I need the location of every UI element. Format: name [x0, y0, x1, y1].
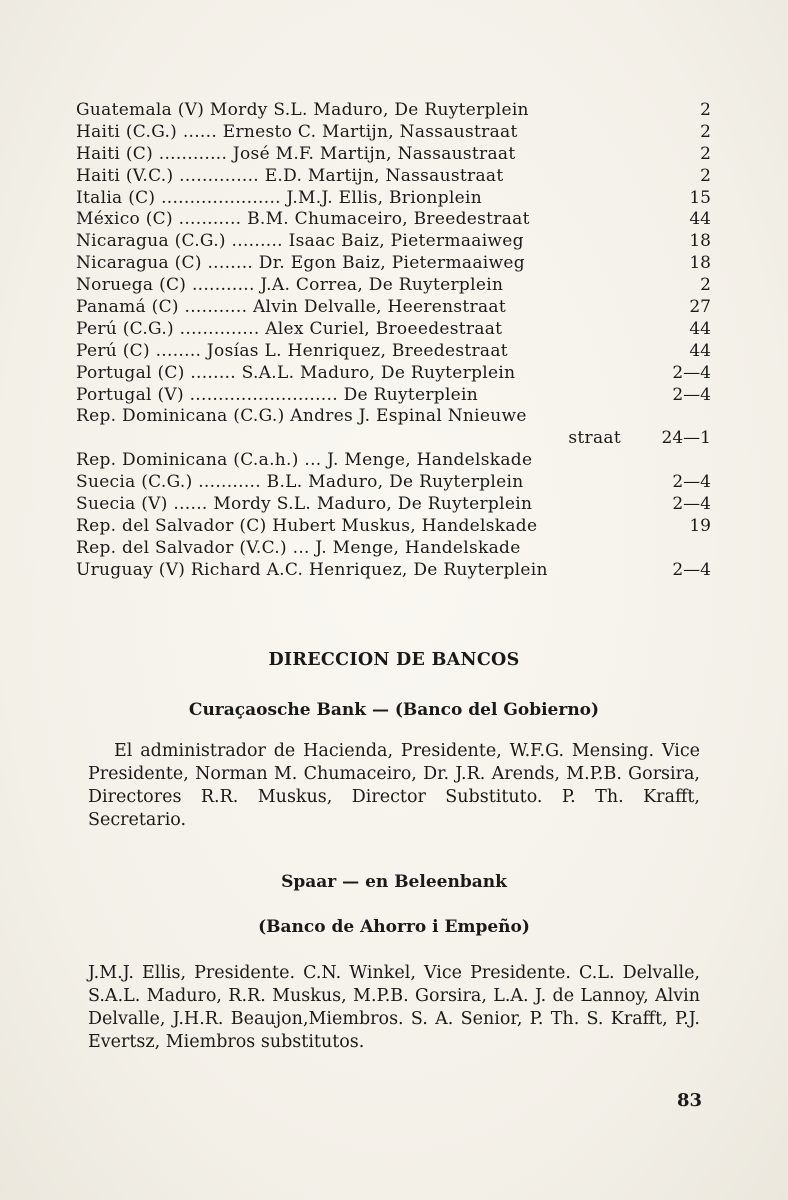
consulate-entry-number: 2—4: [672, 472, 711, 493]
consulate-entry-text: Rep. Dominicana (C.G.) Andres J. Espinal Nnieuwe: [76, 406, 527, 427]
consulate-row: [76, 122, 711, 144]
bank1-title: Curaçaosche Bank — (Banco del Gobierno): [188, 700, 600, 720]
bank1-text: El administrador de Hacienda, Presidente, W.F.G. Mensing. Vice Presidente, Norman M. Chumaceiro, Dr. J.R. Arends, M.P.B. Gorsira, Directores R.R. Muskus, Director Substituto. P. Th. Krafft, Secretario.: [88, 741, 700, 830]
bank2-title: Spaar — en Beleenbank: [281, 872, 507, 892]
consulate-entry-number: 18: [689, 253, 711, 274]
consulate-row: [76, 297, 711, 319]
consulate-entry-number: 24—1: [661, 428, 711, 449]
consulate-entry-text: Uruguay (V) Richard A.C. Henriquez, De Ruyterplein: [76, 559, 548, 580]
consulate-entry-number: 2: [700, 143, 711, 164]
consulate-entry-number: 27: [689, 297, 711, 318]
consulate-row: [76, 538, 711, 560]
consulate-entry-text: Haiti (V.C.) .............. E.D. Martijn, Nassaustraat: [76, 165, 504, 186]
consulate-entry-text: Haiti (C) ............ José M.F. Martijn, Nassaustraat: [76, 143, 516, 164]
consulate-row: [76, 166, 711, 188]
consulate-entry-text: Italia (C) ..................... J.M.J. Ellis, Brionplein: [76, 187, 483, 208]
consulate-entry-text: México (C) ........... B.M. Chumaceiro, Breedestraat: [76, 209, 530, 230]
consulate-entry-number: 44: [689, 318, 711, 339]
consulate-row: [76, 450, 711, 472]
consulate-row: [76, 188, 711, 210]
consulate-row: [76, 253, 711, 275]
consulate-entry-number: 2—4: [672, 362, 711, 383]
consulate-entry-number: 2: [700, 121, 711, 142]
consulate-entry-number: 18: [689, 231, 711, 252]
consulate-row: [76, 494, 711, 516]
consulate-row: [76, 385, 711, 407]
consulate-entry-number: 2—4: [672, 494, 711, 515]
consulate-entry-text: Perú (C.G.) .............. Alex Curiel, Broeedestraat: [76, 318, 503, 339]
consulate-row: [76, 275, 711, 297]
consulate-row: [76, 144, 711, 166]
consulate-row: [76, 341, 711, 363]
consulate-entry-text: Panamá (C) ........... Alvin Delvalle, Heerenstraat: [76, 297, 506, 318]
consulate-entry-number: 19: [689, 515, 711, 536]
consulate-entry-text: Rep. Dominicana (C.a.h.) ... J. Menge, Handelskade: [76, 450, 533, 471]
consulate-row: [76, 231, 711, 253]
consulate-entry-text: Nicaragua (C) ........ Dr. Egon Baiz, Pietermaaiweg: [76, 253, 525, 274]
consulate-row: [76, 363, 711, 385]
page-number: 83: [676, 1090, 702, 1111]
consulate-entry-text: Nicaragua (C.G.) ......... Isaac Baiz, Pietermaaiweg: [76, 231, 524, 252]
consulate-entry-text: Suecia (V) ...... Mordy S.L. Maduro, De Ruyterplein: [76, 494, 533, 515]
consulate-entry-text: Rep. del Salvador (C) Hubert Muskus, Handelskade: [76, 515, 538, 536]
consulate-entry-text: Guatemala (V) Mordy S.L. Maduro, De Ruyterplein: [76, 100, 529, 120]
consulate-entry-text: Rep. del Salvador (V.C.) ... J. Menge, Handelskade: [76, 537, 521, 558]
consulate-row: [76, 560, 711, 582]
consulate-entry-number: 2—4: [672, 559, 711, 580]
consulate-entry-number: 2: [700, 165, 711, 186]
consulate-row: [76, 209, 711, 231]
consulate-row: [76, 319, 711, 341]
consulate-row: [76, 516, 711, 538]
section-title: DIRECCION DE BANCOS: [268, 650, 520, 670]
consulate-entry-number: 2: [700, 100, 711, 120]
consulate-list: [76, 100, 711, 582]
consulate-entry-text: Perú (C) ........ Josías L. Henriquez, Breedestraat: [76, 340, 508, 361]
consulate-entry-text: Portugal (V) .......................... De Ruyterplein: [76, 384, 479, 405]
consulate-entry-number: 2—4: [672, 384, 711, 405]
consulate-row: [76, 406, 711, 428]
consulate-entry-text: Noruega (C) ........... J.A. Correa, De Ruyterplein: [76, 275, 504, 296]
consulate-entry-number: 15: [689, 187, 711, 208]
consulate-entry-text: Haiti (C.G.) ...... Ernesto C. Martijn, Nassaustraat: [76, 121, 518, 142]
consulate-entry-number: 44: [689, 209, 711, 230]
consulate-row: [76, 100, 711, 122]
consulate-entry-number: 44: [689, 340, 711, 361]
consulate-entry-text: Portugal (C) ........ S.A.L. Maduro, De Ruyterplein: [76, 362, 516, 383]
consulate-row: [76, 472, 711, 494]
bank2-subtitle: (Banco de Ahorro i Empeño): [258, 917, 530, 937]
consulate-entry-text: straat: [568, 428, 621, 449]
consulate-entry-number: 2: [700, 275, 711, 296]
bank2-text: J.M.J. Ellis, Presidente. C.N. Winkel, Vice Presidente. C.L. Delvalle, S.A.L. Maduro, R.R. Muskus, M.P.B. Gorsira, L.A. J. de Lannoy, Alvin Delvalle, J.H.R. Beaujon,Miembros. S. A. Senior, P. Th. S. Krafft, P.J. Evertsz, Miembros substitutos.: [88, 963, 700, 1052]
consulate-row: [76, 428, 711, 450]
consulate-entry-text: Suecia (C.G.) ........... B.L. Maduro, De Ruyterplein: [76, 472, 524, 493]
